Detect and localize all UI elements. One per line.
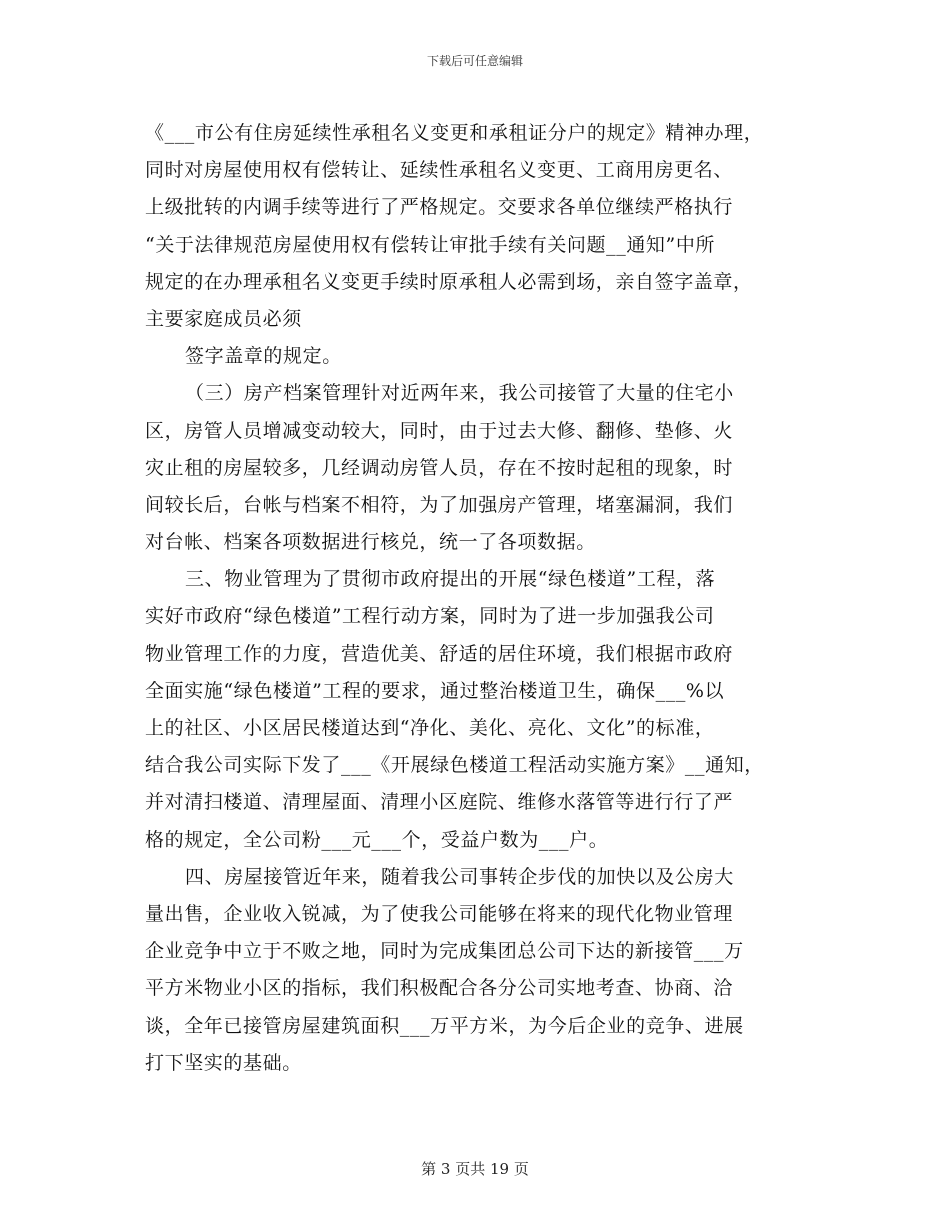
page-footer: 第 3 页共 19 页 [421, 1160, 529, 1178]
text-line: 三、物业管理为了贯彻市政府提出的开展“绿色楼道”工程，落 [185, 568, 716, 591]
text-line: 上级批转的内调手续等进行了严格规定。交要求各单位继续严格执行 [145, 196, 734, 219]
text-line: 实好市政府“绿色楼道”工程行动方案，同时为了进一步加强我公司 [145, 605, 715, 628]
text-line: 主要家庭成员必须 [145, 307, 302, 330]
text-line: 打下坚实的基础。 [145, 1051, 302, 1074]
text-line: “关于法律规范房屋使用权有偿转让审批手续有关问题__通知”中所 [145, 233, 716, 256]
text-line: 物业管理工作的力度，营造优美、舒适的居住环境，我们根据市政府 [145, 642, 734, 665]
text-line: 区，房管人员增减变动较大，同时，由于过去大修、翻修、垫修、火 [145, 419, 734, 442]
page-header: 下载后可任意编辑 [426, 54, 523, 68]
text-line: 灾止租的房屋较多，几经调动房管人员，存在不按时起租的现象，时 [145, 456, 734, 479]
document-body [145, 118, 825, 1085]
text-line: 《___市公有住房延续性承租名义变更和承租证分户的规定》精神办理， [145, 122, 764, 144]
text-line: 四、房屋接管近年来，随着我公司事转企步伐的加快以及公房大 [185, 865, 734, 888]
text-line: 平方米物业小区的指标，我们积极配合各分公司实地考查、协商、洽 [145, 977, 734, 1000]
text-line: （三）房产档案管理针对近两年来，我公司接管了大量的住宅小 [185, 382, 734, 405]
text-line: 间较长后，台帐与档案不相符，为了加强房产管理，堵塞漏洞，我们 [145, 493, 734, 516]
text-line: 上的社区、小区居民楼道达到“净化、美化、亮化、文化”的标准， [145, 717, 715, 739]
text-line: 并对清扫楼道、清理屋面、清理小区庭院、维修水落管等进行行了严 [145, 791, 734, 814]
text-line: 格的规定，全公司粉___元___个，受益户数为___户。 [145, 828, 609, 851]
text-line: 量出售，企业收入锐减，为了使我公司能够在将来的现代化物业管理 [145, 902, 734, 925]
text-line: 结合我公司实际下发了___《开展绿色楼道工程活动实施方案》__通知， [145, 754, 764, 777]
text-line: 签字盖章的规定。 [185, 345, 342, 368]
text-line: 同时对房屋使用权有偿转让、延续性承租名义变更、工商用房更名、 [145, 159, 734, 182]
text-line: 企业竞争中立于不败之地，同时为完成集团总公司下达的新接管___万 [145, 940, 744, 963]
text-line: 对台帐、档案各项数据进行核兑，统一了各项数据。 [145, 531, 596, 554]
text-line: 全面实施“绿色楼道”工程的要求，通过整治楼道卫生，确保___%以 [145, 679, 725, 702]
text-line: 规定的在办理承租名义变更手续时原承租人必需到场，亲自签字盖章， [145, 270, 753, 293]
text-line: 谈，全年已接管房屋建筑面积___万平方米，为今后企业的竞争、进展 [145, 1014, 744, 1037]
